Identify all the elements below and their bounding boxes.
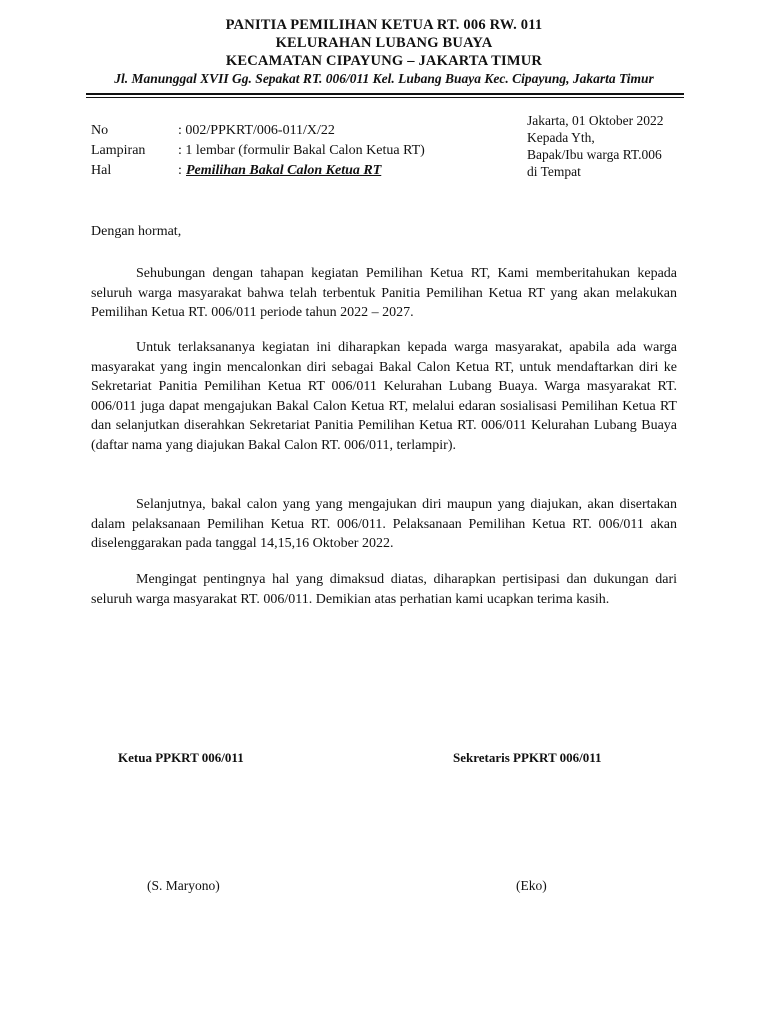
letterhead-line3: KECAMATAN CIPAYUNG – JAKARTA TIMUR (225, 53, 543, 69)
meta-hal-colon: : (178, 163, 182, 178)
letterhead-line2: KELURAHAN LUBANG BUAYA (275, 35, 493, 51)
meta-no-value: : 002/PPKRT/006-011/X/22 (178, 123, 335, 138)
meta-row-lampiran (91, 141, 425, 161)
signature-title-chair: Ketua PPKRT 006/011 (118, 750, 244, 765)
signature-title-secretary: Sekretaris PPKRT 006/011 (453, 750, 602, 765)
meta-lampiran-label: Lampiran (91, 143, 146, 158)
recipient-addressee: Bapak/Ibu warga RT.006 (527, 147, 662, 162)
recipient-to: Kepada Yth, (527, 130, 595, 145)
paragraph-4: Mengingat pentingnya hal yang dimaksud diatas, diharapkan pertisipasi dan dukungan dari seluruh warga masyarakat RT. 006/011. Demikian atas perhatian kami ucapkan terima kasih. (91, 572, 677, 607)
meta-row-no (91, 121, 425, 141)
meta-row-hal (91, 161, 425, 181)
signature-name-chair: (S. Maryono) (147, 878, 220, 893)
meta-no-label: No (91, 123, 109, 138)
meta-hal-label: Hal (91, 163, 112, 178)
meta-hal-value: Pemilihan Bakal Calon Ketua RT (186, 163, 382, 178)
paragraph-2: Untuk terlaksananya kegiatan ini diharapkan kepada warga masyarakat, apabila ada warga masyarakat yang ingin mencalonkan diri sebagai Bakal Calon Ketua RT, untuk mendaftarkan diri ke Sekretariat Panitia Pemilihan Ketua RT 006/011 Kelurahan Lubang Buaya. Warga masyarakat RT. 006/011 juga dapat mengajukan Bakal Calon Ketua RT, melalui edaran sosialisasi Pemilihan Ketua RT dan selanjutkan diserahkan Sekretariat Panitia Pemilihan Ketua RT. 006/011 Kelurahan Lubang Buaya (daftar nama yang diajukan Bakal Calon RT. 006/011, terlampir). (91, 340, 677, 453)
paragraph-3: Selanjutnya, bakal calon yang yang mengajukan diri maupun yang diajukan, akan disertakan dalam pelaksanaan Pemilihan Ketua RT. 006/011. Pelaksanaan Pemilihan Ketua RT. 006/011 akan diselenggarakan pada tanggal 14,15,16 Oktober 2022. (91, 497, 677, 551)
recipient-block (527, 112, 663, 180)
meta-lampiran-value: : 1 lembar (formulir Bakal Calon Ketua RT) (178, 143, 425, 158)
letterhead-rule-thick (86, 93, 684, 95)
letterhead-rule-thin (86, 97, 684, 98)
letterhead-address: Jl. Manunggal XVII Gg. Sepakat RT. 006/011 Kel. Lubang Buaya Kec. Cipayung, Jakarta Timur (114, 71, 654, 86)
paragraph-1: Sehubungan dengan tahapan kegiatan Pemilihan Ketua RT, Kami memberitahukan kepada seluruh warga masyarakat bahwa telah terbentuk Panitia Pemilihan Ketua RT yang akan melakukan Pemilihan Ketua RT. 006/011 periode tahun 2022 – 2027. (91, 266, 677, 320)
greeting: Dengan hormat, (91, 224, 182, 239)
letter-date: Jakarta, 01 Oktober 2022 (527, 113, 664, 128)
signature-name-secretary: (Eko) (516, 878, 547, 893)
letterhead-line1: PANITIA PEMILIHAN KETUA RT. 006 RW. 011 (225, 17, 543, 33)
letter-meta (91, 121, 425, 181)
letterhead (0, 16, 768, 88)
recipient-place: di Tempat (527, 164, 581, 179)
